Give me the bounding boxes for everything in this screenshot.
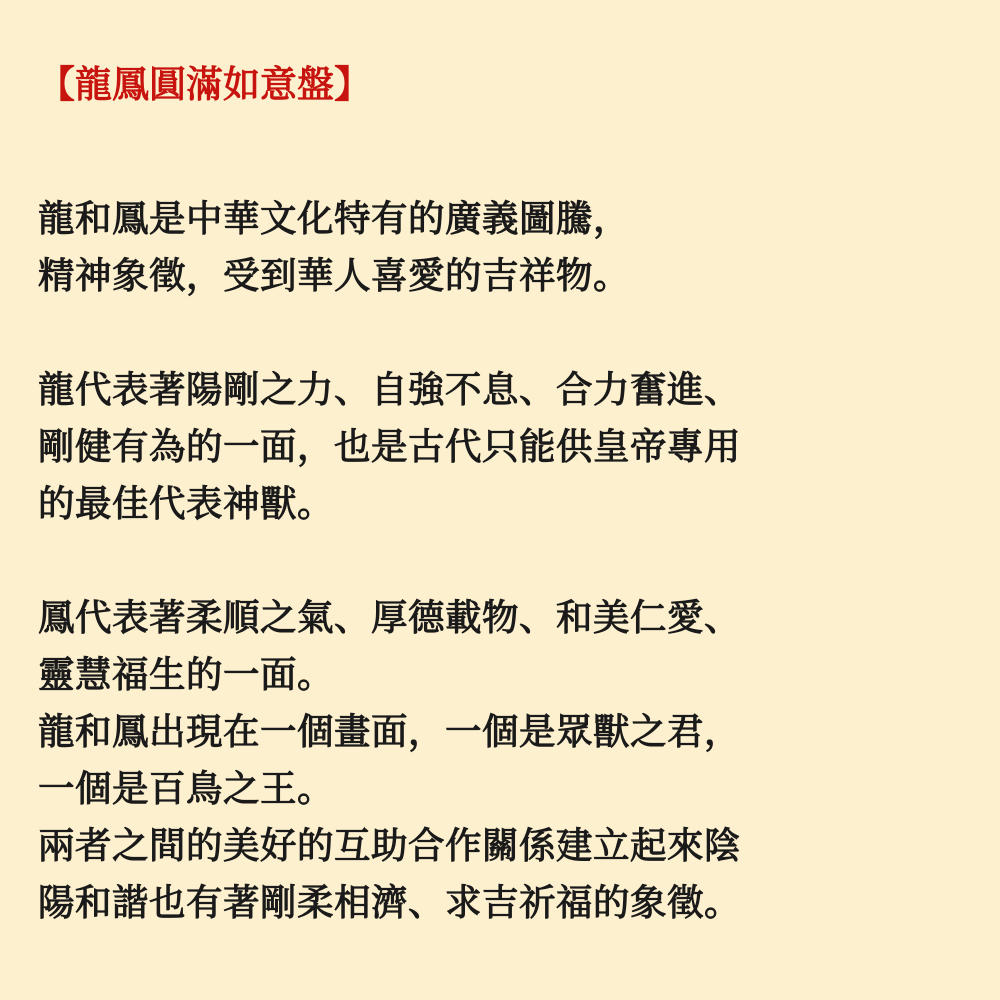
paragraph-line: 鳳代表著柔順之氣、厚德載物、和美仁愛、 — [38, 596, 741, 639]
paragraph-line: 剛健有為的一面，也是古代只能供皇帝專用 — [38, 425, 741, 468]
paragraph-line: 靈慧福生的一面。 — [38, 653, 334, 696]
paragraph-phoenix — [38, 589, 968, 931]
document-title: 【龍鳳圓滿如意盤】 — [38, 63, 371, 106]
document-body — [38, 58, 968, 988]
paragraph-line: 龍代表著陽剛之力、自強不息、合力奮進、 — [38, 368, 741, 411]
paragraph-line: 龍和鳳是中華文化特有的廣義圖騰， — [38, 197, 630, 240]
paragraph-line: 兩者之間的美好的互助合作關係建立起來陰 — [38, 824, 741, 867]
paragraph-line: 陽和諧也有著剛柔相濟、求吉祈福的象徵。 — [38, 881, 741, 924]
paragraph-line: 精神象徵，受到華人喜愛的吉祥物。 — [38, 254, 630, 297]
paragraph-line: 的最佳代表神獸。 — [38, 482, 334, 525]
paragraph-line: 一個是百鳥之王。 — [38, 767, 334, 810]
paragraph-line: 龍和鳳出現在一個畫面，一個是眾獸之君， — [38, 710, 741, 753]
paragraph-dragon — [38, 361, 968, 532]
paragraph-intro — [38, 190, 968, 304]
